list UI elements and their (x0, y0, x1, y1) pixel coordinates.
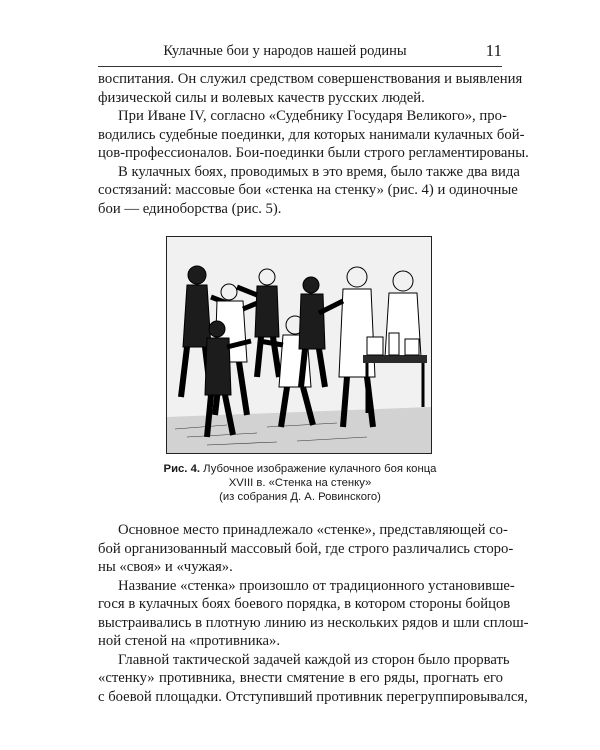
text-line: Название «стенка» произошло от традиционного установивше- (118, 577, 515, 594)
figure-caption (140, 462, 460, 504)
running-header (98, 42, 502, 64)
text-line: с боевой площадки. Отступивший противник перегруппировывался, (98, 688, 528, 705)
text-line: В кулачных боях, проводимых в это время, было также два вида (118, 163, 520, 180)
text-line: ны «своя» и «чужая». (98, 559, 233, 575)
text-line: гося в кулачных боях боевого порядка, в котором стороны бойцов (98, 596, 511, 612)
figure-label: Рис. 4. (163, 463, 201, 475)
caption-line: Лубочное изображение кулачного боя конца (203, 463, 437, 475)
text-line: Основное место принадлежало «стенке», представляющей со- (118, 522, 508, 538)
caption-line: XVIII в. «Стенка на стенку» (228, 477, 372, 489)
text-line: выстраивались в плотную линию из нескольких рядов и шли сплош- (98, 614, 529, 631)
text-line: физической силы и волевых качеств русских людей. (98, 89, 425, 106)
text-line: водились судебные поединки, для которых нанимали кулачных бой- (98, 126, 525, 143)
header-rule (98, 66, 502, 67)
body-text-bottom (98, 521, 529, 706)
text-line: При Иване IV, согласно «Судебнику Государя Великого», про- (118, 108, 507, 124)
caption-source: (из собрания Д. А. Ровинского) (219, 491, 381, 503)
text-line: состязаний: массовые бои «стенка на стенку» (рис. 4) и одиночные (98, 182, 518, 198)
body-text-top (98, 70, 529, 218)
fistfight-illustration (167, 237, 431, 453)
figure-lubok-engraving (166, 236, 432, 454)
text-line: цов-профессионалов. Бои-поединки были строго регламентированы. (98, 145, 529, 161)
text-line: бои — единоборства (рис. 5). (98, 200, 282, 217)
text-line: Главной тактической задачей каждой из сторон было прорвать (118, 651, 510, 668)
text-line: воспитания. Он служил средством совершенствования и выявления (98, 71, 523, 87)
text-line: ной стеной на «противника». (98, 633, 281, 649)
page-number: 11 (485, 41, 502, 60)
running-title: Кулачные бои у народов нашей родины (163, 43, 407, 59)
text-line: «стенку» противника, внести смятение в его ряды, прогнать его (98, 670, 503, 686)
text-line: бой организованный массовый бой, где строго различались сторо- (98, 540, 514, 557)
